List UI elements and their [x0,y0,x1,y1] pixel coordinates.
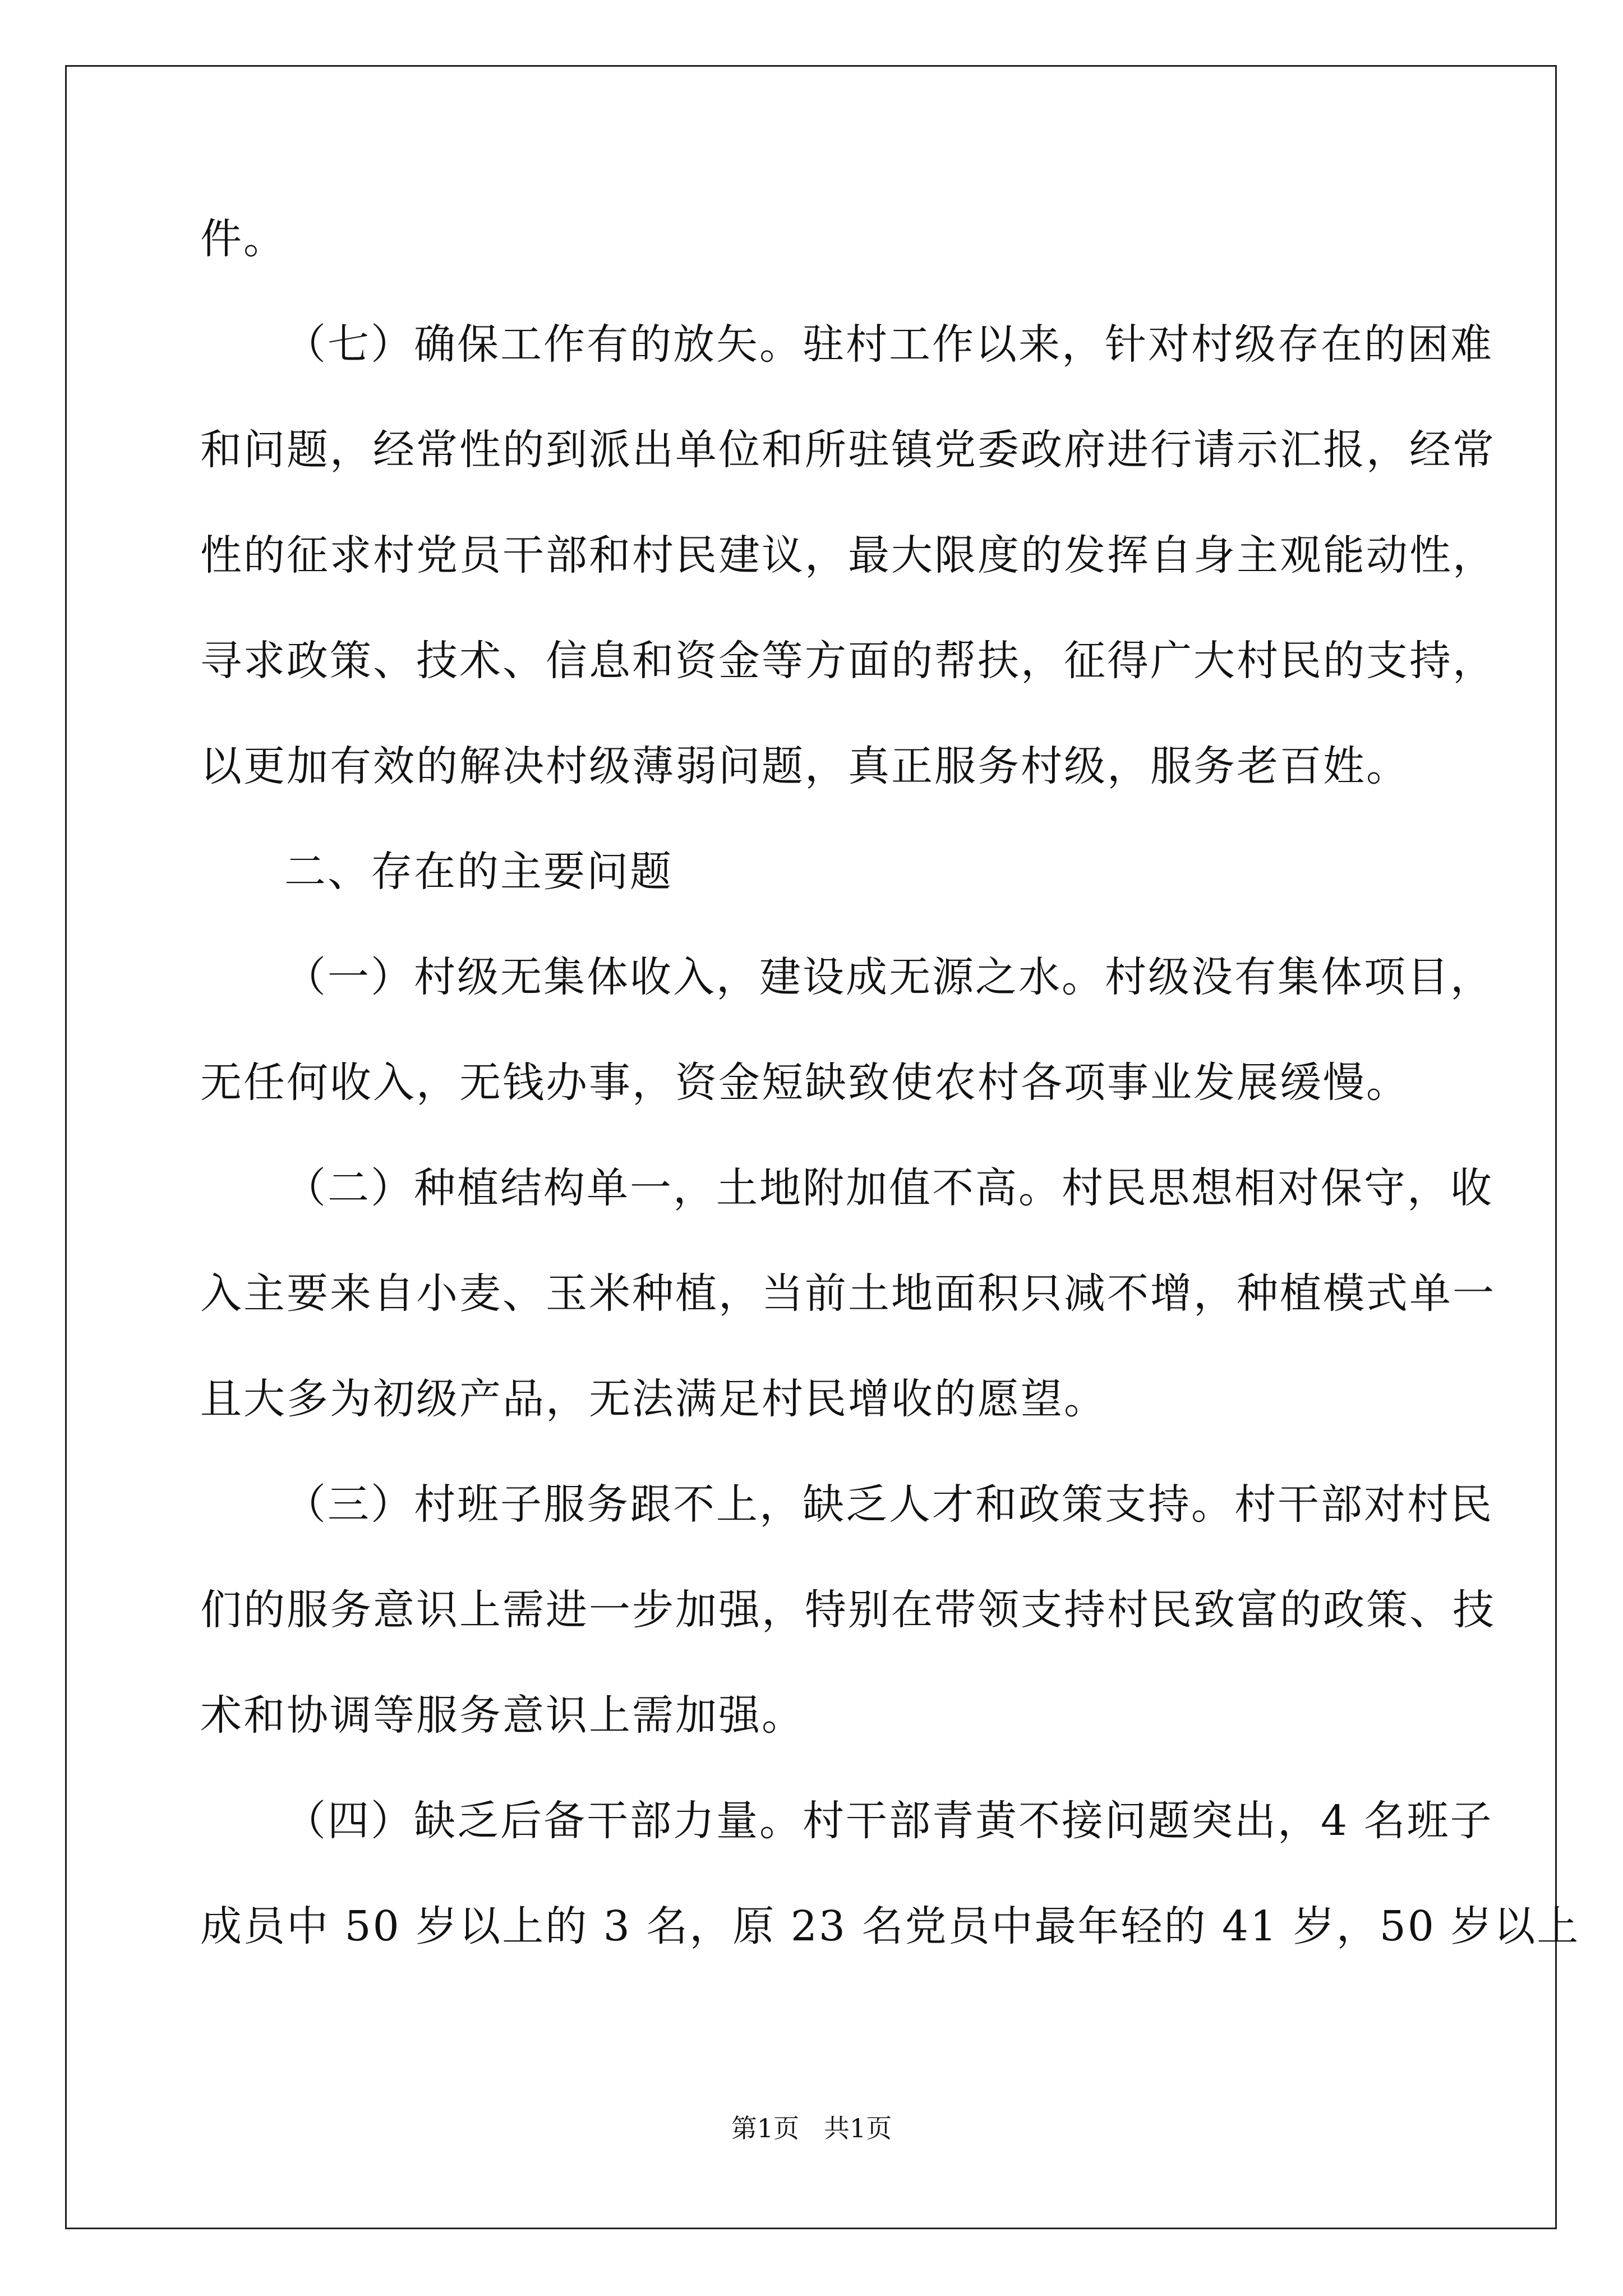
paragraph-line: 寻求政策、技术、信息和资金等方面的帮扶，征得广大村民的支持， [200,637,1496,685]
paragraph-line: （七）确保工作有的放矢。驻村工作以来，针对村级存在的困难 [284,320,1493,369]
paragraph-line: 们的服务意识上需进一步加强，特别在带领支持村民致富的政策、技 [200,1586,1496,1634]
page-number-footer: 第1页 共1页 [731,2113,892,2143]
paragraph-line: （三）村班子服务跟不上，缺乏人才和政策支持。村干部对村民 [284,1480,1493,1529]
paragraph-line: 以更加有效的解决村级薄弱问题，真正服务村级，服务老百姓。 [200,742,1409,790]
paragraph-line: 和问题，经常性的到派出单位和所驻镇党委政府进行请示汇报，经常 [200,426,1496,474]
paragraph-line: （一）村级无集体收入，建设成无源之水。村级没有集体项目， [284,953,1493,1001]
paragraph-line: 件。 [200,215,287,263]
paragraph-line: 且大多为初级产品，无法满足村民增收的愿望。 [200,1375,1107,1423]
section-heading: 二、存在的主要问题 [284,848,673,896]
paragraph-line: 成员中 50 岁以上的 3 名，原 23 名党员中最年轻的 41 岁，50 岁以上 [200,1902,1580,1950]
paragraph-line: 入主要来自小麦、玉米种植，当前土地面积只减不增，种植模式单一 [200,1269,1496,1318]
paragraph-line: （四）缺乏后备干部力量。村干部青黄不接问题突出，4 名班子 [284,1797,1493,1845]
paragraph-line: （二）种植结构单一，土地附加值不高。村民思想相对保守，收 [284,1164,1493,1212]
paragraph-line: 性的征求村党员干部和村民建议，最大限度的发挥自身主观能动性， [200,531,1496,579]
paragraph-line: 无任何收入，无钱办事，资金短缺致使农村各项事业发展缓慢。 [200,1059,1409,1107]
document-body [200,212,1580,2005]
paragraph-line: 术和协调等服务意识上需加强。 [200,1691,805,1740]
